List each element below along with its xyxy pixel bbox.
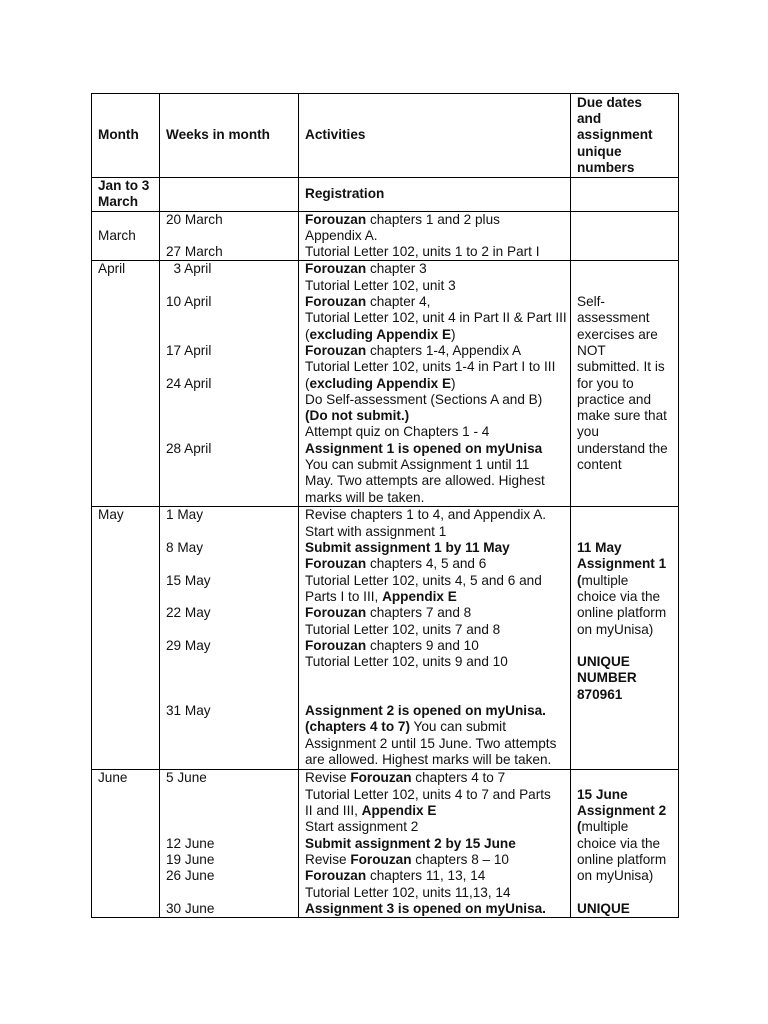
line-text-bold: Assignment 2	[577, 803, 667, 819]
schedule-table	[91, 93, 679, 918]
cell-line	[98, 228, 156, 244]
cell-line	[166, 868, 295, 884]
cell-line	[166, 605, 295, 621]
line-text: Attempt quiz on Chapters 1 - 4	[305, 424, 490, 440]
line-text: May	[98, 507, 124, 523]
cell-line	[577, 294, 675, 310]
weeks-cell	[160, 507, 299, 770]
weeks-cell	[160, 261, 299, 507]
cell-line	[166, 507, 295, 523]
header-due-dates-label	[577, 95, 675, 176]
line-text-bold: Assignment 1	[577, 556, 667, 572]
cell-line	[98, 194, 156, 210]
cell-line	[305, 359, 567, 375]
line-text: Parts I to III,	[305, 588, 383, 604]
cell-line	[577, 310, 675, 326]
month-cell	[92, 178, 160, 212]
cell-line	[577, 670, 675, 686]
line-text: are allowed. Highest marks will be taken.	[305, 751, 552, 767]
cell-line	[166, 294, 295, 310]
cell-line	[305, 343, 567, 359]
line-text: and	[577, 111, 602, 127]
line-text: chapter 4,	[366, 294, 431, 310]
line-text-bold: Forouzan	[305, 342, 367, 358]
line-text: Start with assignment 1	[305, 523, 447, 539]
line-text: (	[305, 326, 310, 342]
cell-line	[577, 901, 675, 917]
cell-line	[166, 310, 295, 326]
line-text: chapters 7 and 8	[366, 605, 472, 621]
due-dates-cell	[571, 507, 679, 770]
header-activities-cell	[299, 94, 571, 178]
cell-line	[305, 244, 567, 260]
cell-line	[577, 556, 675, 572]
line-text-bold: UNIQUE	[577, 654, 630, 670]
cell-line	[166, 901, 295, 917]
line-text-bold: Forouzan	[305, 211, 367, 227]
cell-line	[305, 589, 567, 605]
line-text: 26 June	[166, 868, 215, 884]
line-text: 10 April	[166, 294, 212, 310]
line-text: Assignment 2 until 15 June. Two attempts	[305, 735, 557, 751]
line-text: Tutorial Letter 102, units 11,13, 14	[305, 884, 511, 900]
line-text: chapters 4 to 7	[411, 770, 506, 786]
line-text: exercises are	[577, 326, 658, 342]
weeks-cell	[160, 770, 299, 918]
cell-line	[577, 524, 675, 540]
line-text: 5 June	[166, 770, 207, 786]
line-text: marks will be taken.	[305, 489, 425, 505]
cell-line	[166, 819, 295, 835]
line-text: chapters 1 and 2 plus	[366, 211, 500, 227]
line-text: Tutorial Letter 102, units 4 to 7 and Parts	[305, 786, 551, 802]
line-text: You can submit	[410, 719, 506, 735]
cell-line	[98, 507, 156, 523]
cell-line	[577, 770, 675, 786]
cell-line	[166, 228, 295, 244]
cell-line	[166, 622, 295, 638]
line-text: 28 April	[166, 440, 212, 456]
line-text: submitted. It is	[577, 359, 665, 375]
line-text-bold: March	[98, 194, 139, 210]
weeks-cell	[160, 211, 299, 261]
line-text-bold: Assignment 3 is opened on myUnisa.	[305, 900, 546, 916]
cell-line	[577, 803, 675, 819]
cell-line	[305, 852, 567, 868]
line-text: for you to	[577, 375, 634, 391]
cell-line	[305, 376, 567, 392]
line-text: on myUnisa)	[577, 621, 654, 637]
line-text: )	[451, 326, 456, 342]
cell-line	[305, 836, 567, 852]
line-text-bold: Appendix E	[361, 803, 437, 819]
cell-line	[305, 441, 567, 457]
cell-line	[577, 95, 675, 111]
cell-line	[577, 868, 675, 884]
line-text-bold: (Do not submit.)	[305, 408, 410, 424]
line-text: assignment	[577, 127, 653, 143]
line-text: on myUnisa)	[577, 868, 654, 884]
line-text: chapters 1-4, Appendix A	[366, 342, 522, 358]
cell-line	[577, 622, 675, 638]
line-text: chapters 9 and 10	[366, 637, 479, 653]
cell-line	[166, 540, 295, 556]
cell-line	[305, 278, 567, 294]
line-text: II and III,	[305, 803, 362, 819]
cell-line	[305, 556, 567, 572]
line-text-bold: Forouzan	[350, 770, 412, 786]
due-dates-lines	[577, 507, 675, 703]
due-dates-lines	[577, 261, 675, 473]
month-lines	[98, 178, 156, 211]
line-text: Tutorial Letter 102, units 1-4 in Part I to III	[305, 359, 556, 375]
cell-line	[577, 144, 675, 160]
line-text-bold: Forouzan	[305, 294, 367, 310]
cell-line	[577, 852, 675, 868]
cell-line	[305, 424, 567, 440]
header-activities-label: Activities	[305, 127, 366, 143]
line-text: Revise	[305, 770, 351, 786]
weeks-lines	[166, 507, 295, 719]
line-text: Tutorial Letter 102, unit 3	[305, 277, 456, 293]
line-text: 19 June	[166, 851, 215, 867]
schedule-row	[92, 178, 679, 212]
cell-line	[166, 278, 295, 294]
cell-line	[305, 703, 567, 719]
cell-line	[577, 819, 675, 835]
line-text: 15 May	[166, 572, 211, 588]
line-text-bold: 15 June	[577, 786, 628, 802]
activities-cell	[299, 211, 571, 261]
cell-line	[305, 670, 567, 686]
activities-cell	[299, 178, 571, 212]
line-text: 3 April	[166, 261, 212, 277]
line-text: Start assignment 2	[305, 819, 419, 835]
header-due-dates-cell	[571, 94, 679, 178]
cell-line	[305, 261, 567, 277]
cell-line	[305, 654, 567, 670]
cell-line	[577, 424, 675, 440]
line-text: make sure that	[577, 408, 667, 424]
header-month-label: Month	[98, 127, 139, 143]
cell-line	[166, 392, 295, 408]
cell-line	[166, 359, 295, 375]
cell-line	[577, 457, 675, 473]
month-cell	[92, 507, 160, 770]
cell-line	[305, 524, 567, 540]
line-text: 12 June	[166, 835, 215, 851]
line-text-bold: NUMBER	[577, 670, 637, 686]
line-text: Revise	[305, 851, 351, 867]
cell-line	[166, 424, 295, 440]
cell-line	[305, 752, 567, 768]
line-text-bold: Forouzan	[350, 851, 412, 867]
cell-line	[305, 736, 567, 752]
activities-lines	[305, 507, 567, 768]
line-text-bold: Assignment 2 is opened on myUnisa.	[305, 703, 546, 719]
schedule-row	[92, 211, 679, 261]
activities-lines	[305, 186, 567, 202]
line-text: Tutorial Letter 102, units 7 and 8	[305, 621, 501, 637]
line-text-bold: Assignment 1 is opened on myUnisa	[305, 440, 543, 456]
cell-line	[305, 901, 567, 917]
cell-line	[166, 408, 295, 424]
month-cell	[92, 211, 160, 261]
line-text: 8 May	[166, 540, 204, 556]
weeks-lines	[166, 212, 295, 261]
cell-line	[166, 670, 295, 686]
cell-line	[166, 261, 295, 277]
line-text-bold: Jan to 3	[98, 178, 150, 193]
line-text: assessment	[577, 310, 650, 326]
cell-line	[166, 787, 295, 803]
cell-line	[577, 687, 675, 703]
line-text: 20 March	[166, 211, 223, 227]
activities-cell	[299, 770, 571, 918]
cell-line	[577, 278, 675, 294]
line-text: June	[98, 770, 128, 786]
line-text-bold: excluding Appendix E	[309, 375, 452, 391]
line-text: online platform	[577, 605, 667, 621]
line-text: you	[577, 424, 599, 440]
header-weeks-cell	[160, 94, 299, 178]
cell-line	[305, 885, 567, 901]
weeks-lines	[166, 770, 295, 917]
line-text: chapter 3	[366, 261, 427, 277]
line-text: online platform	[577, 851, 667, 867]
line-text: 31 May	[166, 703, 211, 719]
line-text: Appendix A.	[305, 227, 378, 243]
cell-line	[305, 457, 567, 473]
line-text: (	[305, 375, 310, 391]
line-text: March	[98, 227, 136, 243]
line-text: Tutorial Letter 102, units 9 and 10	[305, 654, 508, 670]
cell-line	[577, 654, 675, 670]
cell-line	[98, 178, 156, 194]
cell-line	[305, 507, 567, 523]
line-text: 17 April	[166, 342, 212, 358]
line-text-bold: 11 May	[577, 540, 622, 556]
activities-cell	[299, 261, 571, 507]
cell-line	[305, 186, 567, 202]
due-dates-cell	[571, 178, 679, 212]
line-text-bold: 870961	[577, 686, 623, 702]
cell-line	[577, 408, 675, 424]
header-weeks-label: Weeks in month	[166, 127, 270, 143]
cell-line	[577, 327, 675, 343]
weeks-lines	[166, 261, 295, 457]
line-text-bold: Registration	[305, 186, 385, 202]
cell-line	[166, 803, 295, 819]
line-text: multiple	[581, 819, 629, 835]
line-text: Tutorial Letter 102, units 4, 5 and 6 and	[305, 572, 542, 588]
line-text: unique	[577, 143, 622, 159]
activities-lines	[305, 261, 567, 505]
cell-line	[166, 770, 295, 786]
line-text: chapters 8 – 10	[411, 851, 509, 867]
cell-line	[305, 622, 567, 638]
cell-line	[166, 327, 295, 343]
line-text: Revise chapters 1 to 4, and Appendix A.	[305, 507, 547, 523]
cell-line	[577, 160, 675, 176]
cell-line	[577, 392, 675, 408]
line-text-bold: (	[577, 572, 582, 588]
line-text: practice and	[577, 391, 652, 407]
cell-line	[305, 490, 567, 506]
cell-line	[577, 605, 675, 621]
cell-line	[305, 605, 567, 621]
line-text: choice via the	[577, 835, 661, 851]
cell-line	[305, 327, 567, 343]
cell-line	[305, 228, 567, 244]
line-text-bold: Forouzan	[305, 637, 367, 653]
line-text: Tutorial Letter 102, unit 4 in Part II & Part III	[305, 310, 567, 326]
line-text-bold: Forouzan	[305, 868, 367, 884]
cell-line	[305, 787, 567, 803]
cell-line	[166, 638, 295, 654]
cell-line	[166, 589, 295, 605]
activities-lines	[305, 770, 567, 917]
cell-line	[577, 261, 675, 277]
cell-line	[305, 719, 567, 735]
line-text-bold: (chapters 4 to 7)	[305, 719, 410, 735]
cell-line	[166, 441, 295, 457]
line-text: 1 May	[166, 507, 204, 523]
cell-line	[577, 638, 675, 654]
weeks-cell	[160, 178, 299, 212]
activities-cell	[299, 507, 571, 770]
line-text-bold: (	[577, 819, 582, 835]
line-text-bold: Forouzan	[305, 605, 367, 621]
due-dates-cell	[571, 770, 679, 918]
cell-line	[577, 507, 675, 523]
line-text-bold: Appendix E	[382, 588, 457, 604]
cell-line	[577, 343, 675, 359]
cell-line	[305, 803, 567, 819]
cell-line	[305, 687, 567, 703]
line-text: 30 June	[166, 900, 215, 916]
cell-line	[166, 556, 295, 572]
month-lines	[98, 261, 156, 277]
cell-line	[166, 524, 295, 540]
line-text-bold: Forouzan	[305, 261, 367, 277]
cell-line	[305, 638, 567, 654]
cell-line	[166, 836, 295, 852]
cell-line	[577, 589, 675, 605]
schedule-row	[92, 261, 679, 507]
line-text: )	[451, 375, 456, 391]
cell-line	[166, 244, 295, 260]
cell-line	[577, 441, 675, 457]
cell-line	[577, 127, 675, 143]
due-dates-cell	[571, 211, 679, 261]
line-text: 22 May	[166, 605, 211, 621]
line-text: Do Self-assessment (Sections A and B)	[305, 391, 543, 407]
line-text: content	[577, 457, 622, 473]
month-lines	[98, 507, 156, 523]
line-text: Self-	[577, 294, 605, 310]
cell-line	[166, 654, 295, 670]
cell-line	[305, 392, 567, 408]
header-row	[92, 94, 679, 178]
cell-line	[305, 770, 567, 786]
line-text-bold: Submit assignment 2 by 15 June	[305, 835, 516, 851]
cell-line	[305, 473, 567, 489]
cell-line	[577, 836, 675, 852]
cell-line	[305, 408, 567, 424]
line-text: 24 April	[166, 375, 212, 391]
cell-line	[98, 770, 156, 786]
line-text: choice via the	[577, 588, 661, 604]
cell-line	[577, 787, 675, 803]
line-text-bold: UNIQUE	[577, 900, 630, 916]
cell-line	[577, 376, 675, 392]
cell-line	[577, 540, 675, 556]
cell-line	[166, 212, 295, 228]
line-text: April	[98, 261, 126, 277]
cell-line	[305, 212, 567, 228]
cell-line	[166, 852, 295, 868]
line-text: Tutorial Letter 102, units 1 to 2 in Part I	[305, 244, 540, 260]
due-dates-cell	[571, 261, 679, 507]
line-text: numbers	[577, 159, 635, 175]
month-lines	[98, 228, 156, 244]
cell-line	[305, 540, 567, 556]
cell-line	[166, 703, 295, 719]
line-text: Due dates	[577, 94, 642, 110]
due-dates-lines	[577, 770, 675, 917]
month-cell	[92, 261, 160, 507]
cell-line	[166, 573, 295, 589]
line-text: NOT	[577, 342, 606, 358]
cell-line	[166, 687, 295, 703]
line-text: 29 May	[166, 637, 211, 653]
line-text-bold: Forouzan	[305, 556, 367, 572]
line-text: understand the	[577, 440, 668, 456]
activities-lines	[305, 212, 567, 261]
cell-line	[577, 885, 675, 901]
cell-line	[305, 310, 567, 326]
line-text: May. Two attempts are allowed. Highest	[305, 473, 545, 489]
cell-line	[577, 359, 675, 375]
schedule-row	[92, 770, 679, 918]
line-text: multiple	[581, 572, 629, 588]
cell-line	[166, 376, 295, 392]
line-text: 27 March	[166, 244, 223, 260]
line-text: chapters 4, 5 and 6	[366, 556, 487, 572]
cell-line	[305, 573, 567, 589]
cell-line	[98, 261, 156, 277]
month-lines	[98, 770, 156, 786]
cell-line	[166, 343, 295, 359]
month-cell	[92, 770, 160, 918]
line-text-bold: Submit assignment 1 by 11 May	[305, 540, 510, 556]
line-text: You can submit Assignment 1 until 11	[305, 457, 530, 473]
schedule-row	[92, 507, 679, 770]
header-month-cell	[92, 94, 160, 178]
cell-line	[166, 885, 295, 901]
cell-line	[305, 819, 567, 835]
cell-line	[577, 573, 675, 589]
cell-line	[305, 294, 567, 310]
cell-line	[305, 868, 567, 884]
cell-line	[577, 111, 675, 127]
line-text: chapters 11, 13, 14	[366, 868, 486, 884]
line-text-bold: excluding Appendix E	[309, 326, 452, 342]
